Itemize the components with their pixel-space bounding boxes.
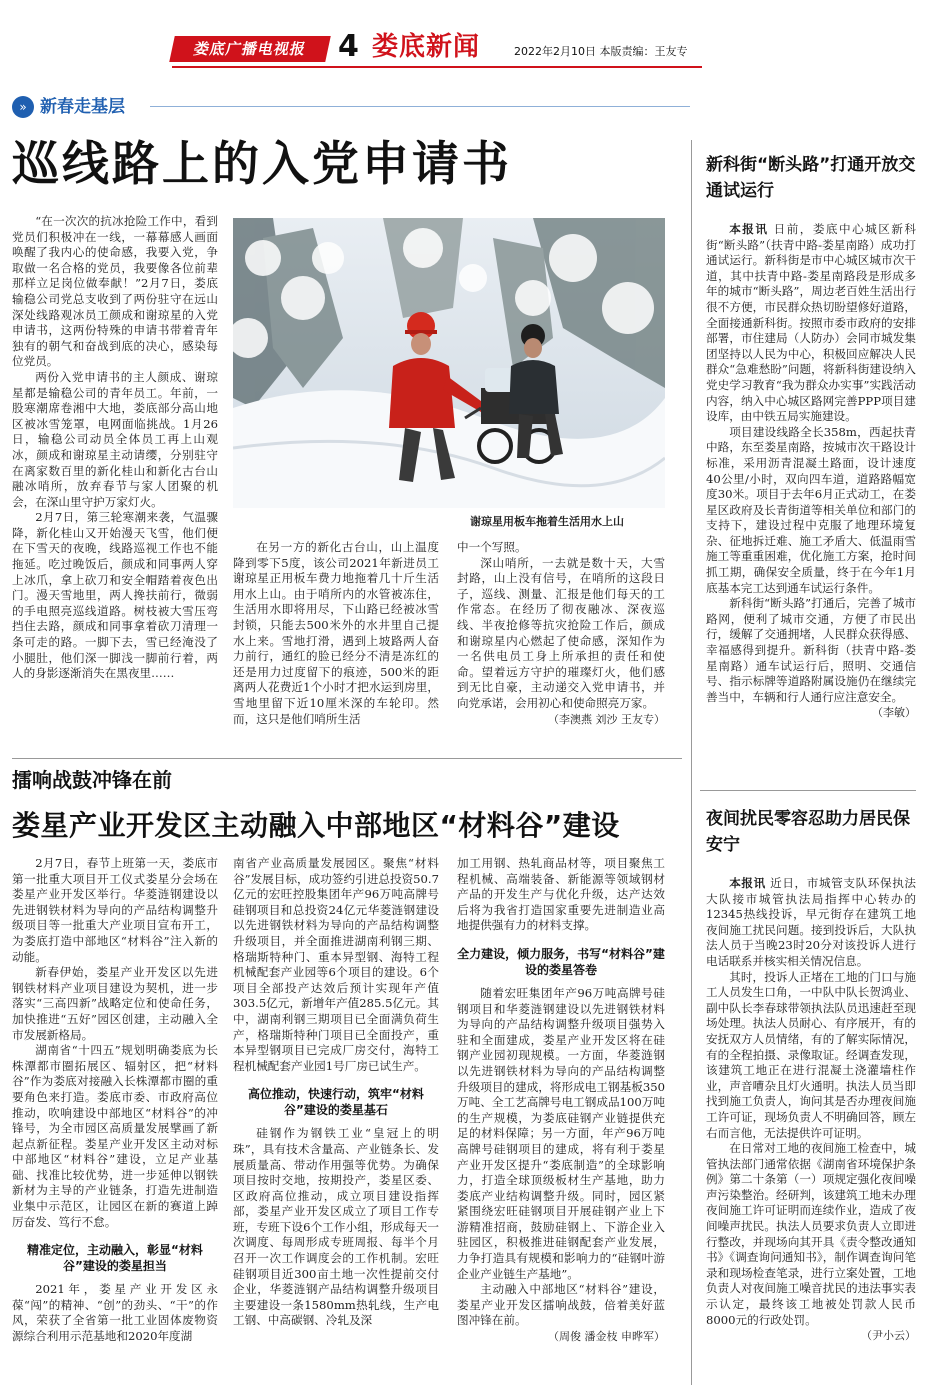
article2-credit: （周俊 潘金枝 申晔军）: [548, 1330, 665, 1344]
paper-logo: 娄底广播电视报: [169, 36, 331, 62]
section-name: 娄底新闻: [372, 32, 481, 62]
article2-paragraph: 随着宏旺集团年产96万吨高牌号硅钢项目和华菱涟钢建设以先进钢铁材料为导向的产品结构调整升级项目强势入驻和全面建成，娄星产业开发区将在硅钢产业园初现规模。一方面，华菱涟钢以先进钢铁材料为导向的产品结构调整升级项目的建成，将形成电工钢基板350万吨、全工艺高牌号电工钢成品100万吨的生产规模，为娄底硅钢产业链提供充足的材料保障；另一方面，年产96万吨高牌号硅钢项目的建成，将有利于娄星产业开发区提升“娄底制造”的全球影响力，打造全球顶级板材生产基地，助力娄底产业结构调整升级。同时，园区紧紧围绕宏旺硅钢项目开展硅钢产业上下游精准招商，鼓励硅钢上、下游企业入驻园区，积极推进硅钢配套产业发展，力争打造具有规模和影响力的“硅钢叶游企业产业链生产基地”。: [457, 985, 665, 1281]
article2-paragraph: 新春伊始，娄星产业开发区以先进钢铁材料产业项目建设为契机，进一步落实“三高四新”战略定位和使命任务，加快推进“五好”园区创建，主动融入全市发展新格局。: [12, 965, 218, 1042]
article1-col1: [12, 214, 218, 682]
column-tag-rule: [150, 106, 690, 107]
article2-headline: 娄星产业开发区主动融入中部地区“材料谷”建设: [12, 809, 620, 842]
article1-paragraph: 在另一方的新化古台山，山上温度降到零下5度，该公司2021年新进员工谢琼星正用板车费力地拖着几十斤生活用水上山。由于哨所内的水管被冻住，生活用水即将用尽，下山路已经被冰雪封锁，只能去500米外的水井里自己提水上来。雪地打滑，遇到上坡路两人奋力前行，通红的脸已经分不清是冻红的还是用力过度留下的痕迹，500米的距离两人花费近1个小时才把水运到房里，雪地里留下近10厘米深的车轮印。然而，这只是他们哨所生活: [233, 540, 439, 726]
snow-scene-photo: [233, 218, 665, 508]
article2-paragraph: 2月7日，春节上班第一天，娄底市第一批重大项目开工仪式娄星分会场在娄星产业开发区举行。华菱涟钢建设以先进钢铁材料为导向的产品结构调整升级项目等一批重大产业项目宣布开工，为娄底打造中部地区“材料谷”注入新的动能。: [12, 856, 218, 964]
sidebar-divider: [700, 790, 916, 791]
article1-headline: 巡线路上的入党申请书: [12, 137, 512, 192]
article2-kicker: 擂响战鼓冲锋在前: [12, 768, 172, 792]
issue-date-editor: 2022年2月10日 本版责编：王友专: [514, 45, 688, 58]
side2-headline: 夜间扰民零容忍助力居民保安宁: [706, 809, 910, 855]
article2-paragraph: 硅钢作为钢铁工业“皇冠上的明珠”，具有技术含量高、产业链条长、发展质量高、带动作用强等优势。为确保项目按时交地，按期投产，娄星区委、区政府高位推动，成立项目建设指挥部，娄星产业开发区成立了项目工作专班，专班下设6个工作小组，形成每天一次调度、每周形成专班周报、每半个月召开一次工作调度会的工作机制。宏旺硅钢项目近300亩土地一次性提前交付企业，华菱涟钢产品结构调整升级项目主要建设一条1580mm热轧线，生产电工钢、中高碳钢、冷轧及深: [233, 1126, 439, 1328]
article2-paragraph: 2021年，娄星产业开发区永葆“闯”的精神、“创”的劲头、“干”的作风，荣获了全省第一批工业固体废物资源综合利用示范基地和2020年度湖: [12, 1282, 218, 1344]
side2-paragraph: 在日常对工地的夜间施工检查中，城管执法部门通常依据《湖南省环境保护条例》第二十条第（一）项规定强化夜间噪声污染整治。经研判，该建筑工地未办理夜间施工许可证明而连续作业，造成了夜间噪声扰民。执法人员要求负责人立即进行整改，并现场向其开具《责令整改通知书》《调查询问通知书》，制作调查询问笔录和现场检查笔录，进行立案处置，工地负责人对夜间施工噪音扰民的违法事实表示认定，最终该工地被处罚款人民币8000元的行政处罚。: [706, 1141, 916, 1327]
side1-paragraph: 新科街“断头路”打通后，完善了城市路网，便利了城市交通，方便了市民出行，缓解了交通拥堵，人民群众获得感、幸福感得到提升。新科街（扶青中路-娄星南路）通车试运行后，照明、交通信号、指示标牌等道路附属设施仍在继续完善当中，车辆和行人通行应注意安全。: [706, 596, 916, 704]
side2-credit: （尹小云）: [861, 1329, 916, 1343]
column-tag-label: 新春走基层: [40, 97, 125, 117]
article2-col3: [457, 856, 665, 1345]
article2-paragraph: 加工用钢、热轧商品材等，项目聚焦工程机械、高端装备、新能源等领域钢材产品的开发生产与优化升级，达产达效后将为我省打造国家重要先进制造业高地提供强有力的材料支撑。: [457, 856, 665, 933]
article1-paragraph: 中一个写照。: [457, 540, 527, 554]
article1-col2: [233, 540, 439, 727]
section-divider: [12, 758, 682, 759]
side2-body: [706, 876, 916, 1344]
article2-paragraph: 南省产业高质量发展园区。聚焦“材料谷”发展目标，成功签约引进总投资50.7亿元的宏旺控股集团年产96万吨高牌号硅钢项目和总投资24亿元华菱涟钢建设以先进钢铁材料为导向的产品结构调整升级项目，并全面推进湖南利钢三期、格瑞斯特种门、重本异型钢、海特工程机械配套产业园等6个项目的建设。6个项目全部投产达效后预计实现年产值303.5亿元，新增年产值285.5亿元。其中，湖南利钢三期项目已全面满负荷生产，格瑞斯特种门项目已全面投产，重本异型钢项目已完成厂房交付，海特工程机械配套产业园1号厂房已试生产。: [233, 856, 439, 1073]
article2-subhead-1: 精准定位，主动融入，彰显“材料谷”建设的娄星担当: [27, 1243, 203, 1274]
side2-paragraph: 近日，市城管支队环保执法大队接市城管执法局指挥中心转办的12345热线投诉，早元街存在建筑工地夜间施工扰民问题。接到投诉后，大队执法人员于当晚23时20分对该投诉人进行电话联系并核实相关情况信息。: [706, 876, 916, 968]
article2-subhead-3: 全力建设，倾力服务，书写“材料谷”建设的娄星答卷: [457, 946, 665, 977]
article1-paragraph: 两份入党申请书的主人颜成、谢琼星都是输稳公司的青年员工。年前，一股寒潮席卷湘中大地，娄底部分高山地区被冰雪笼罩，电网面临挑战。1月26日，输稳公司动员全体员工再上山观冰，颜成和谢琼星主动请缨，分别驻守在离家数百里的新化桂山和新化古台山融冰哨所，放弃春节与家人团聚的机会，在深山里守护万家灯火。: [12, 369, 218, 509]
column-divider: [691, 140, 692, 1385]
side1-paragraph: 日前，娄底中心城区新科街“断头路”（扶青中路-娄星南路）成功打通试运行。新科街是市中心城区城市次干道，其中扶青中路-娄星南路段是形成多年的城市“断头路”，周边老百姓生活出行很不方便，市民群众热切盼望修好道路，全面接通新科街。按照市委市政府的安排部署，市住建局（人防办）会同市城发集团坚持以人民为中心，积极回应解决人民群众“急难愁盼”问题，将新科街建设纳入党史学习教育“我为群众办实事”实践活动内容，纳入中心城区路网完善PPP项目建设库，由中铁五局实施建设。: [706, 222, 916, 424]
article2-subhead-2: 高位推动，快速行动，筑牢“材料谷”建设的娄星基石: [248, 1087, 424, 1118]
photo-caption: 谢琼星用板车拖着生活用水上山: [470, 515, 624, 528]
article2-col1: [12, 856, 218, 1345]
article2-col2: [233, 856, 439, 1329]
article1-col3: [457, 540, 665, 727]
masthead-rule: [172, 66, 702, 68]
article1-paragraph: 深山哨所，一去就是数十天，大雪封路，山上没有信号，在哨所的这段日子，巡线、测量、汇报是他们每天的工作常态。在经历了彻夜融冰、深夜巡线、半夜抢修等抗灾抢险工作后，颜成和谢琼星内心燃起了使命感，深知作为一名供电员工身上所承担的责任和使命。望着远方守护的璀璨灯火，他们感到无比自豪，主动递交入党申请书，并向党承诺，会用初心和使命照亮万家。: [457, 555, 665, 710]
side2-paragraph: 其时，投诉人正堵在工地的门口与施工人员发生口角，一中队中队长贺鸿业、副中队长李春球带领执法队员迅速赶至现场处理。执法人员耐心、有序展开，有的安抚双方人员情绪，有的了解实际情况，有的全程拍摄、录像取证。经调查发现，该建筑工地正在进行混凝土浇灌墙柱作业，声音嘈杂且灯火通明。执法人员当即找到施工负责人，询问其是否办理夜间施工许可证，现场负责人不明确回答，顾左右而言他，无法提供许可证明。: [706, 969, 916, 1140]
side1-lead: 本报讯: [729, 222, 769, 236]
article1-paragraph: “在一次次的抗冰抢险工作中，看到党员们积极冲在一线，一幕幕感人画面唤醒了我内心的使命感，我要入党，争取做一名合格的党员，我要像各位前辈那样立足岗位做奉献！”2月7日，娄底输稳公司党总支收到了两份驻守在远山深处线路观冰员工颜成和谢琼星的入党申请书，这两份特殊的申请书带着青年独有的朝气和奋战到底的决心，感染每位党员。: [12, 214, 218, 369]
article2-paragraph: 湖南省“十四五”规划明确娄底为长株潭都市圈拓展区、辐射区，把“材料谷”作为娄底对接融入长株潭都市圈的重要角色来打造。娄底市委、市政府高位推动，吹响建设中部地区“材料谷”的冲锋号，为全市园区高质量发展擘画了新起点新征程。娄星产业开发区主动对标中部地区“材料谷”建设，立足产业基础、找准比较优势，进一步延伸以钢铁新材为主导的产业链条，打造先进制造业集中示范区，让园区在新的赛道上踔厉奋发、笃行不怠。: [12, 1043, 218, 1229]
article1-paragraph: 2月7日，第三轮寒潮来袭，气温骤降，新化桂山又开始漫天飞雪，他们便在下雪天的夜晚，线路巡视工作也不能拖延。吃过晚饭后，颜成和同事两人穿上冰爪，拿上砍刀和安全帽踏着夜色出门。漫天雪地里，两人搀扶前行，微弱的手电照亮巡线道路。树枝被大雪压弯挡住去路，颜成和同事拿着砍刀清理一条可走的路。一脚下去，雪已经淹没了小腿肚，他们深一脚浅一脚前行着，两人的身影逐渐消失在黑夜里……: [12, 510, 218, 681]
article2-paragraph: 主动融入中部地区“材料谷”建设，娄星产业开发区擂响战鼓，倍着美好蓝图冲锋在前。: [457, 1282, 665, 1328]
article1-credit: （李澳燕 刘沙 王友专）: [548, 712, 665, 726]
page-number: 4: [338, 29, 359, 64]
side2-lead: 本报讯: [729, 876, 766, 890]
side1-body: [706, 222, 916, 721]
side1-credit: （李敏）: [872, 706, 916, 720]
side1-headline: 新科街“断头路”打通开放交通试运行: [706, 155, 916, 201]
side1-paragraph: 项目建设线路全长358m，西起扶青中路，东至娄星南路，按城市次干路设计标准，采用沥青混凝土路面，设计速度40公里/小时，双向四车道，道路路幅宽度30米。项目于去年6月正式动工，在娄星区政府及长青街道等相关单位和部门的支持下，建设过程中克服了地理环境复杂、征地拆迁难、施工矛盾大、低温雨雪施工等重重困难，优化施工方案，抢时间抓工期，确保安全质量，终于在今年1月底基本完工达到通车试运行条件。: [706, 424, 916, 595]
star-chevron-icon: »: [12, 96, 34, 118]
